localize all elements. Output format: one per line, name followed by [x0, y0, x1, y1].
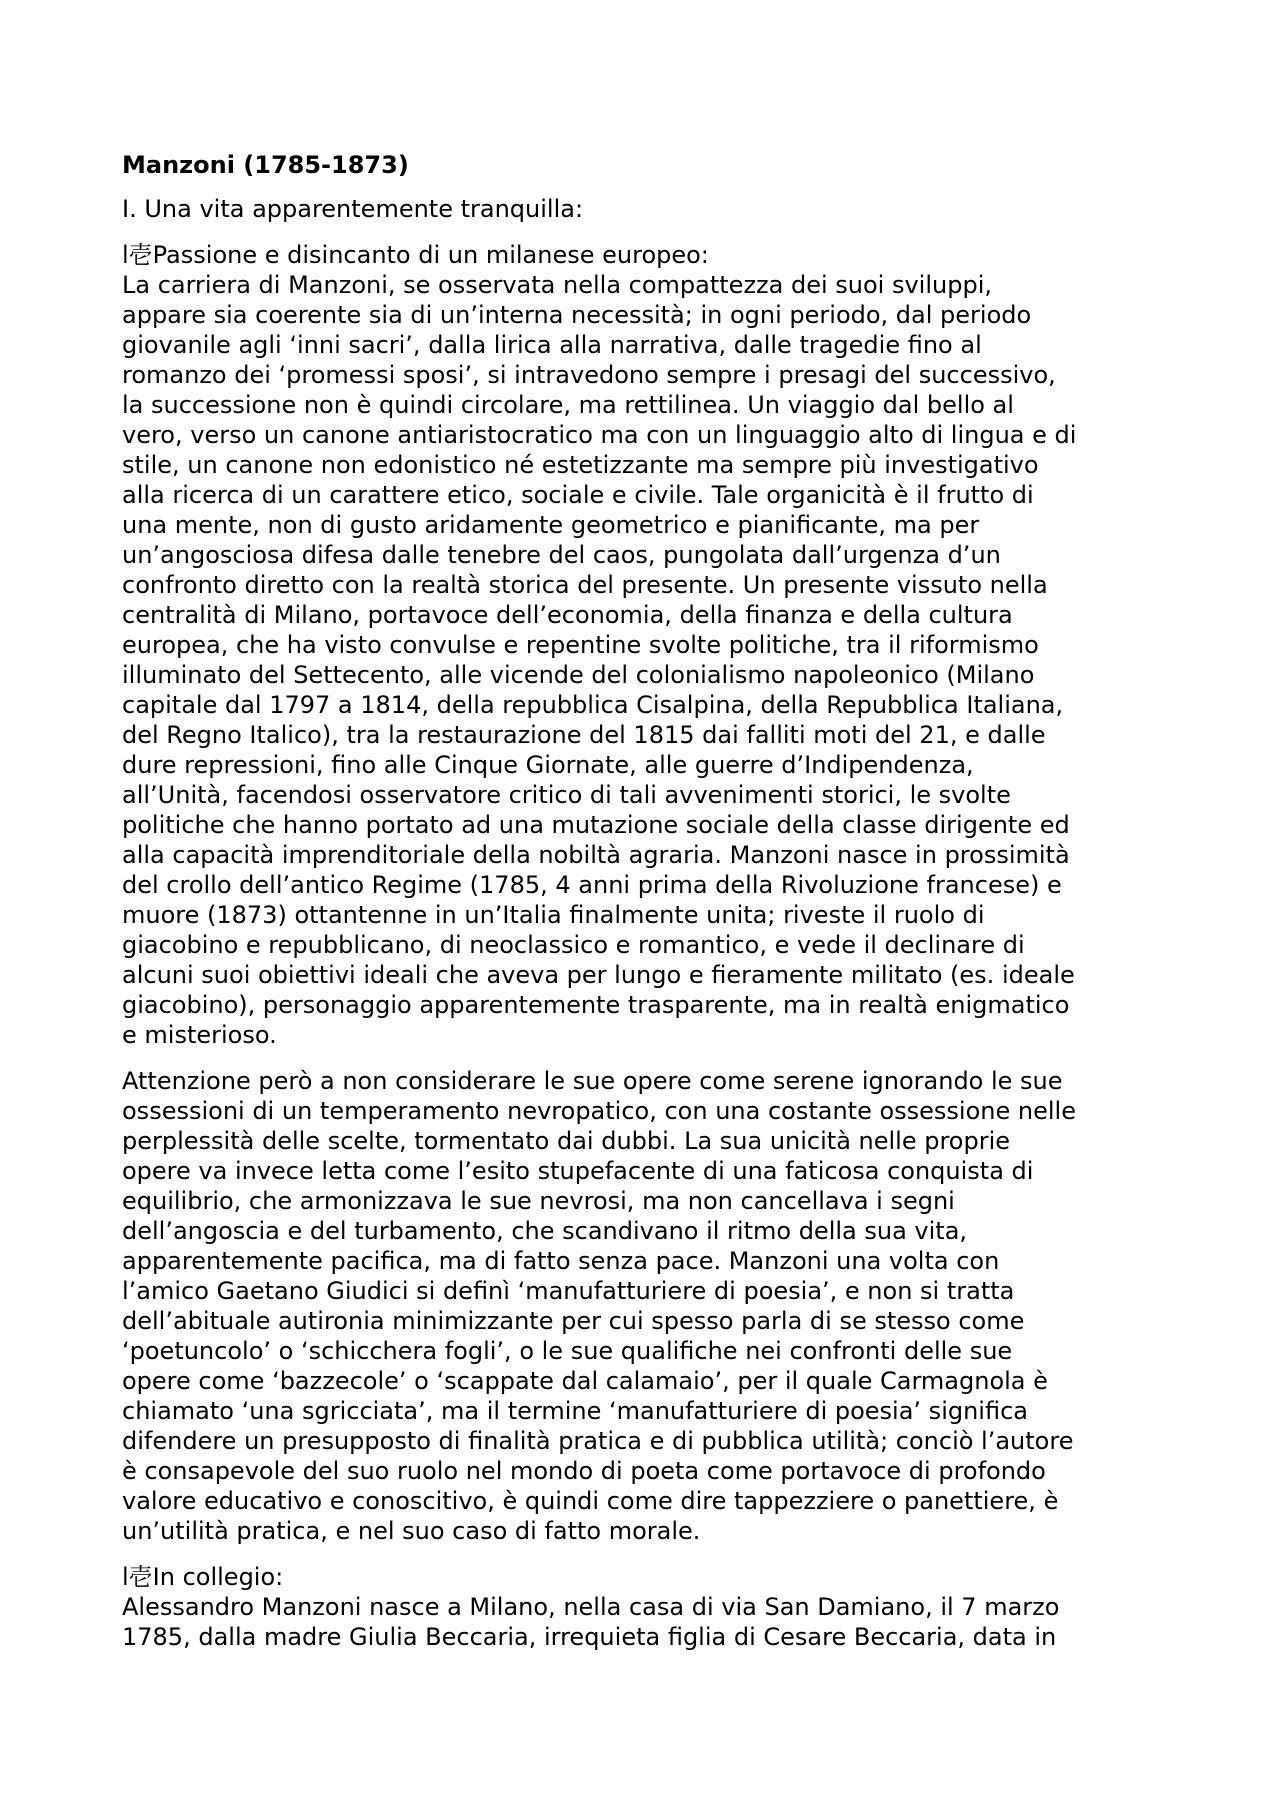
paragraph-passione: [122, 240, 1172, 1050]
text-line: e misterioso.: [122, 1021, 277, 1049]
text-line: stile, un canone non edonistico né estetizzante ma sempre più investigativo: [122, 451, 1039, 479]
paragraph-body: [122, 270, 1172, 1050]
text-line: capitale dal 1797 a 1814, della repubblica Cisalpina, della Repubblica Italiana,: [122, 691, 1064, 719]
text-line: difendere un presupposto di finalità pratica e di pubblica utilità; conciò l’autore: [122, 1427, 1074, 1455]
text-line: un’utilità pratica, e nel suo caso di fatto morale.: [122, 1517, 701, 1545]
subsection-heading: l壱Passione e disincanto di un milanese europeo:: [122, 241, 709, 269]
text-line: vero, verso un canone antiaristocratico ma con un linguaggio alto di lingua e di: [122, 421, 1077, 449]
text-line: illuminato del Settecento, alle vicende del colonialismo napoleonico (Milano: [122, 661, 1035, 689]
text-line: giacobino), personaggio apparentemente trasparente, ma in realtà enigmatico: [122, 991, 1070, 1019]
text-line: confronto diretto con la realtà storica del presente. Un presente vissuto nella: [122, 571, 1048, 599]
text-line: è consapevole del suo ruolo nel mondo di poeta come portavoce di profondo: [122, 1457, 1046, 1485]
text-line: dure repressioni, fino alle Cinque Giornate, alle guerre d’Indipendenza,: [122, 751, 974, 779]
text-line: valore educativo e conoscitivo, è quindi come dire tappezziere o panettiere, è: [122, 1487, 1059, 1515]
text-line: centralità di Milano, portavoce dell’economia, della finanza e della cultura: [122, 601, 1013, 629]
text-line: del crollo dell’antico Regime (1785, 4 anni prima della Rivoluzione francese) e: [122, 871, 1062, 899]
text-line: appare sia coerente sia di un’interna necessità; in ogni periodo, dal periodo: [122, 301, 1032, 329]
text-line: europea, che ha visto convulse e repentine svolte politiche, tra il riformismo: [122, 631, 1039, 659]
text-line: equilibrio, che armonizzava le sue nevrosi, ma non cancellava i segni: [122, 1187, 955, 1215]
text-line: del Regno Italico), tra la restaurazione del 1815 dai falliti moti del 21, e dalle: [122, 721, 1046, 749]
text-line: Attenzione però a non considerare le sue opere come serene ignorando le sue: [122, 1067, 1063, 1095]
text-line: opere va invece letta come l’esito stupefacente di una faticosa conquista di: [122, 1157, 1034, 1185]
document-title: Manzoni (1785-1873): [122, 151, 409, 179]
text-line: alla ricerca di un carattere etico, sociale e civile. Tale organicità è il frutto di: [122, 481, 1034, 509]
text-line: l’amico Gaetano Giudici si definì ‘manufatturiere di poesia’, e non si tratta: [122, 1277, 1015, 1305]
text-line: all’Unità, facendosi osservatore critico di tali avvenimenti storici, le svolte: [122, 781, 1011, 809]
text-line: ‘poetuncolo’ o ‘schicchera fogli’, o le sue qualifiche nei confronti delle sue: [122, 1337, 1013, 1365]
text-line: alcuni suoi obiettivi ideali che aveva per lungo e fieramente militato (es. ideale: [122, 961, 1075, 989]
text-line: politiche che hanno portato ad una mutazione sociale della classe dirigente ed: [122, 811, 1070, 839]
text-line: chiamato ‘una sgricciata’, ma il termine ‘manufatturiere di poesia’ significa: [122, 1397, 1028, 1425]
text-line: una mente, non di gusto aridamente geometrico e pianificante, ma per: [122, 511, 980, 539]
paragraph-collegio: [122, 1562, 1172, 1652]
text-line: opere come ‘bazzecole’ o ‘scappate dal calamaio’, per il quale Carmagnola è: [122, 1367, 1048, 1395]
document-page: [122, 150, 1172, 1668]
text-line: alla capacità imprenditoriale della nobiltà agraria. Manzoni nasce in prossimità: [122, 841, 1070, 869]
text-line: giovanile agli ‘inni sacri’, dalla lirica alla narrativa, dalle tragedie fino al: [122, 331, 982, 359]
text-line: La carriera di Manzoni, se osservata nella compattezza dei suoi sviluppi,: [122, 271, 992, 299]
text-line: un’angosciosa difesa dalle tenebre del caos, pungolata dall’urgenza d’un: [122, 541, 1001, 569]
section-heading: I. Una vita apparentemente tranquilla:: [122, 195, 584, 223]
text-line: dell’abituale autironia minimizzante per cui spesso parla di se stesso come: [122, 1307, 1025, 1335]
text-line: giacobino e repubblicano, di neoclassico e romantico, e vede il declinare di: [122, 931, 1025, 959]
text-line: Alessandro Manzoni nasce a Milano, nella casa di via San Damiano, il 7 marzo: [122, 1593, 1060, 1621]
text-line: 1785, dalla madre Giulia Beccaria, irrequieta figlia di Cesare Beccaria, data in: [122, 1623, 1057, 1651]
paragraph-body: [122, 1592, 1172, 1652]
text-line: ossessioni di un temperamento nevropatico, con una costante ossessione nelle: [122, 1097, 1076, 1125]
text-line: romanzo dei ‘promessi sposi’, si intravedono sempre i presagi del successivo,: [122, 361, 1056, 389]
text-line: la successione non è quindi circolare, ma rettilinea. Un viaggio dal bello al: [122, 391, 1014, 419]
text-line: dell’angoscia e del turbamento, che scandivano il ritmo della sua vita,: [122, 1217, 968, 1245]
paragraph-attenzione: [122, 1066, 1172, 1546]
text-line: perplessità delle scelte, tormentato dai dubbi. La sua unicità nelle proprie: [122, 1127, 1011, 1155]
text-line: muore (1873) ottantenne in un’Italia finalmente unita; riveste il ruolo di: [122, 901, 985, 929]
text-line: apparentemente pacifica, ma di fatto senza pace. Manzoni una volta con: [122, 1247, 1000, 1275]
paragraph-body: [122, 1066, 1172, 1546]
subsection-heading: l壱In collegio:: [122, 1563, 284, 1591]
